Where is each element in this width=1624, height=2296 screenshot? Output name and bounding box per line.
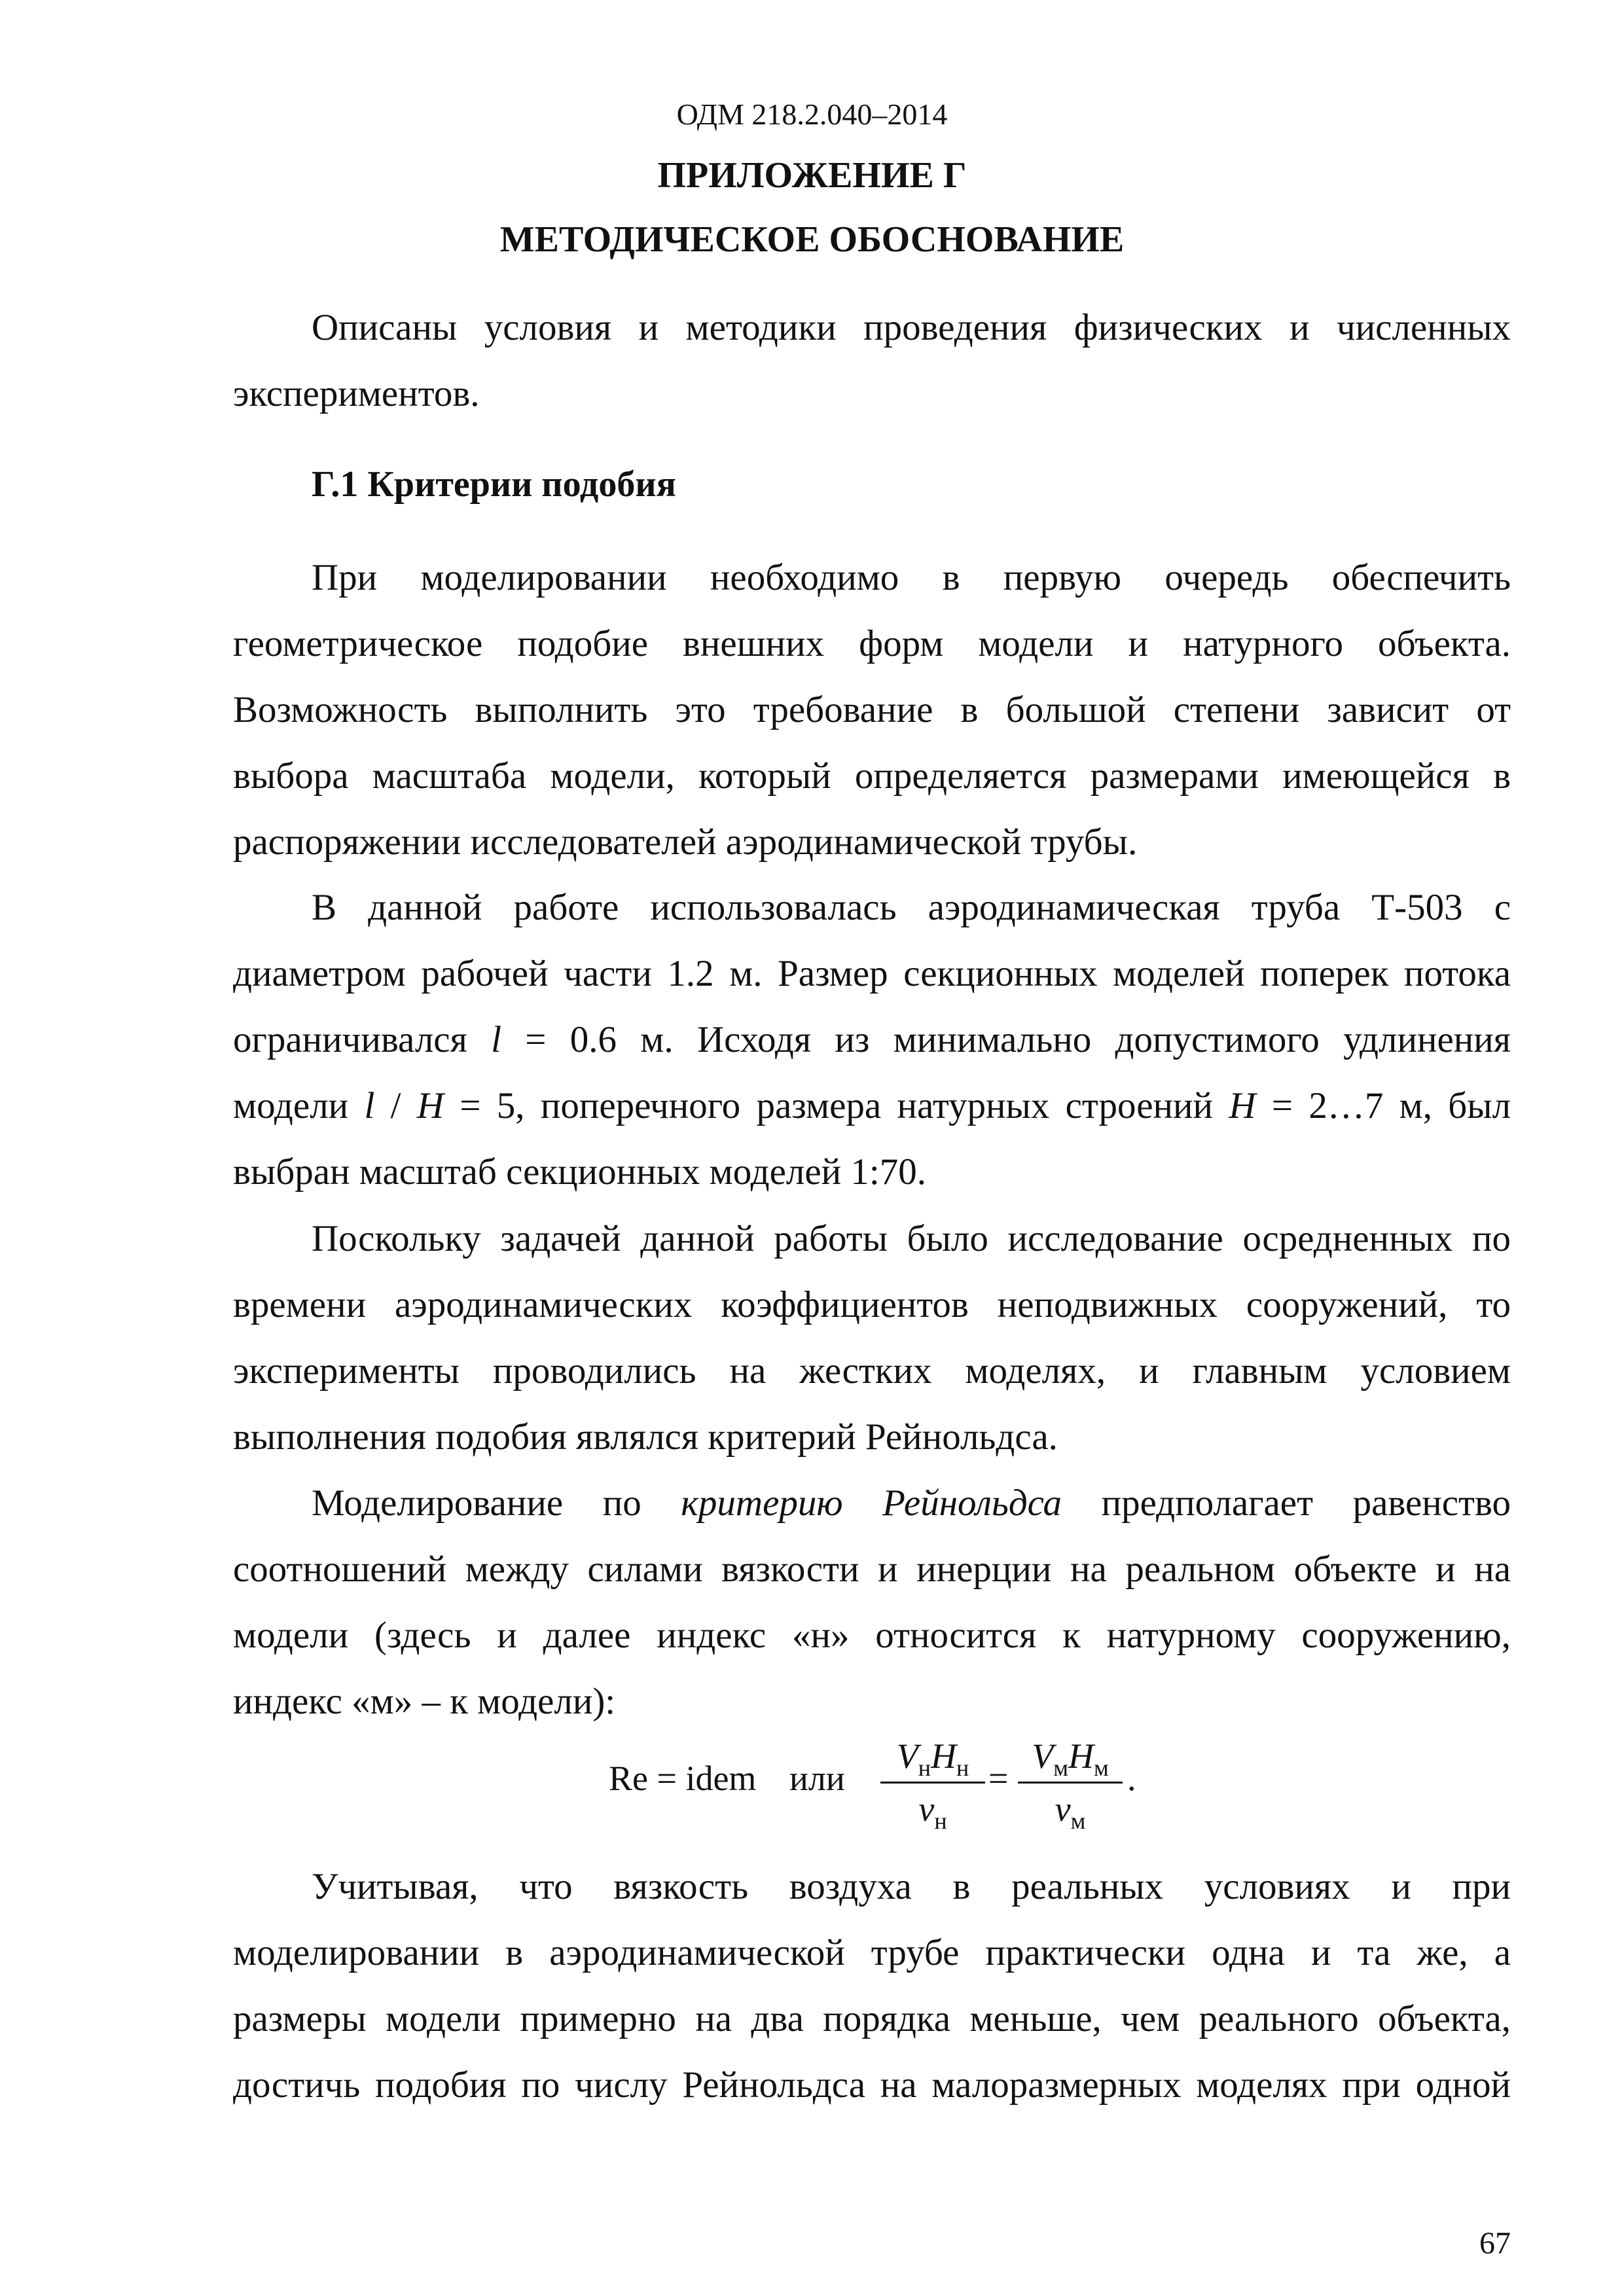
text-line: Описаны условия и методики проведения физических и численных <box>312 307 1511 348</box>
text-line: выбран масштаб секционных моделей 1:70. <box>233 1151 926 1193</box>
text-line <box>233 1007 1511 1073</box>
math-variable: l <box>491 1019 501 1060</box>
page-number: 67 <box>1479 2226 1511 2261</box>
text-line <box>233 1073 1511 1139</box>
text-line: индекс «м» – к модели): <box>233 1681 616 1722</box>
text-line: В данной работе использовалась аэродинамическая труба Т-503 с <box>312 887 1511 928</box>
formula-equals: = <box>988 1759 1009 1798</box>
formula-or: или <box>789 1759 845 1798</box>
text-line: времени аэродинамических коэффициентов неподвижных сооружений, то <box>233 1284 1511 1325</box>
paragraph-1 <box>233 545 1511 875</box>
paragraph-2 <box>233 874 1511 1205</box>
math-variable: H <box>1229 1085 1256 1126</box>
formula-lhs: Re = idem <box>609 1759 757 1798</box>
emphasized-term: критерию Рейнольдса <box>681 1482 1062 1524</box>
math-variable: V <box>896 1736 918 1776</box>
text-line: размеры модели примерно на два порядка меньше, чем реального объекта, <box>233 1998 1511 2039</box>
math-variable: H <box>931 1736 956 1776</box>
text-fragment: = 0.6 м. Исходя из минимально допустимого удлинения <box>501 1019 1511 1060</box>
text-line: диаметром рабочей части 1.2 м. Размер секционных моделей поперек потока <box>233 953 1511 994</box>
fraction-denominator <box>1018 1786 1123 1832</box>
math-variable: H <box>1068 1736 1094 1776</box>
text-line: распоряжении исследователей аэродинамической трубы. <box>233 821 1138 863</box>
math-variable: V <box>1032 1736 1054 1776</box>
intro-paragraph <box>233 295 1511 427</box>
math-subscript: м <box>1070 1807 1086 1834</box>
text-fragment: Моделирование по <box>312 1482 681 1524</box>
text-line: моделировании в аэродинамической трубе практически одна и та же, а <box>233 1932 1511 1973</box>
text-line <box>233 1470 1511 1536</box>
math-subscript: н <box>956 1754 969 1781</box>
math-variable: ν <box>918 1789 935 1829</box>
text-line: экспериментов. <box>233 373 480 414</box>
fraction-model <box>1018 1733 1123 1832</box>
text-line: выбора масштаба модели, который определяется размерами имеющейся в <box>233 755 1511 797</box>
text-line: Учитывая, что вязкость воздуха в реальных условиях и при <box>312 1866 1511 1907</box>
text-fragment: / <box>374 1085 417 1126</box>
text-fragment: предполагает равенство <box>1062 1482 1511 1524</box>
paragraph-5 <box>233 1854 1511 2118</box>
math-subscript: м <box>1094 1754 1109 1781</box>
text-fragment: ограничивался <box>233 1019 467 1060</box>
math-subscript: н <box>918 1754 931 1781</box>
text-line: достичь подобия по числу Рейнольдса на малоразмерных моделях при одной <box>233 2064 1511 2106</box>
text-line: выполнения подобия являлся критерий Рейнольдса. <box>233 1416 1058 1458</box>
fraction-numerator <box>880 1733 985 1779</box>
math-variable: H <box>416 1085 444 1126</box>
section-heading: Г.1 Критерии подобия <box>312 464 676 505</box>
fraction-natural <box>880 1733 985 1832</box>
text-line: соотношений между силами вязкости и инерции на реальном объекте и на <box>233 1549 1511 1590</box>
text-fragment: = 2…7 м, был <box>1255 1085 1511 1126</box>
paragraph-4 <box>233 1470 1511 1734</box>
math-variable: l <box>364 1085 375 1126</box>
reynolds-formula <box>609 1733 1172 1844</box>
text-line: При моделировании необходимо в первую очередь обеспечить <box>312 557 1511 598</box>
appendix-title: ПРИЛОЖЕНИЕ Г <box>657 155 967 196</box>
text-line: модели (здесь и далее индекс «н» относится к натурному сооружению, <box>233 1615 1511 1656</box>
fraction-denominator <box>880 1786 985 1832</box>
math-variable: ν <box>1055 1789 1071 1829</box>
text-line: геометрическое подобие внешних форм модели и натурного объекта. <box>233 623 1511 664</box>
appendix-subtitle: МЕТОДИЧЕСКОЕ ОБОСНОВАНИЕ <box>499 219 1125 260</box>
text-line: Возможность выполнить это требование в большой степени зависит от <box>233 689 1511 730</box>
text-line: эксперименты проводились на жестких моделях, и главным условием <box>233 1350 1511 1391</box>
paragraph-3 <box>233 1206 1511 1470</box>
text-line: Поскольку задачей данной работы было исследование осредненных по <box>312 1218 1511 1259</box>
fraction-bar <box>1018 1782 1123 1784</box>
text-fragment: = 5, поперечного размера натурных строений <box>444 1085 1214 1126</box>
math-subscript: н <box>934 1807 947 1834</box>
text-fragment: модели <box>233 1085 349 1126</box>
formula-period: . <box>1127 1759 1136 1798</box>
math-subscript: м <box>1053 1754 1068 1781</box>
fraction-numerator <box>1018 1733 1123 1779</box>
document-code: ОДМ 218.2.040–2014 <box>676 98 948 131</box>
fraction-bar <box>880 1782 985 1784</box>
